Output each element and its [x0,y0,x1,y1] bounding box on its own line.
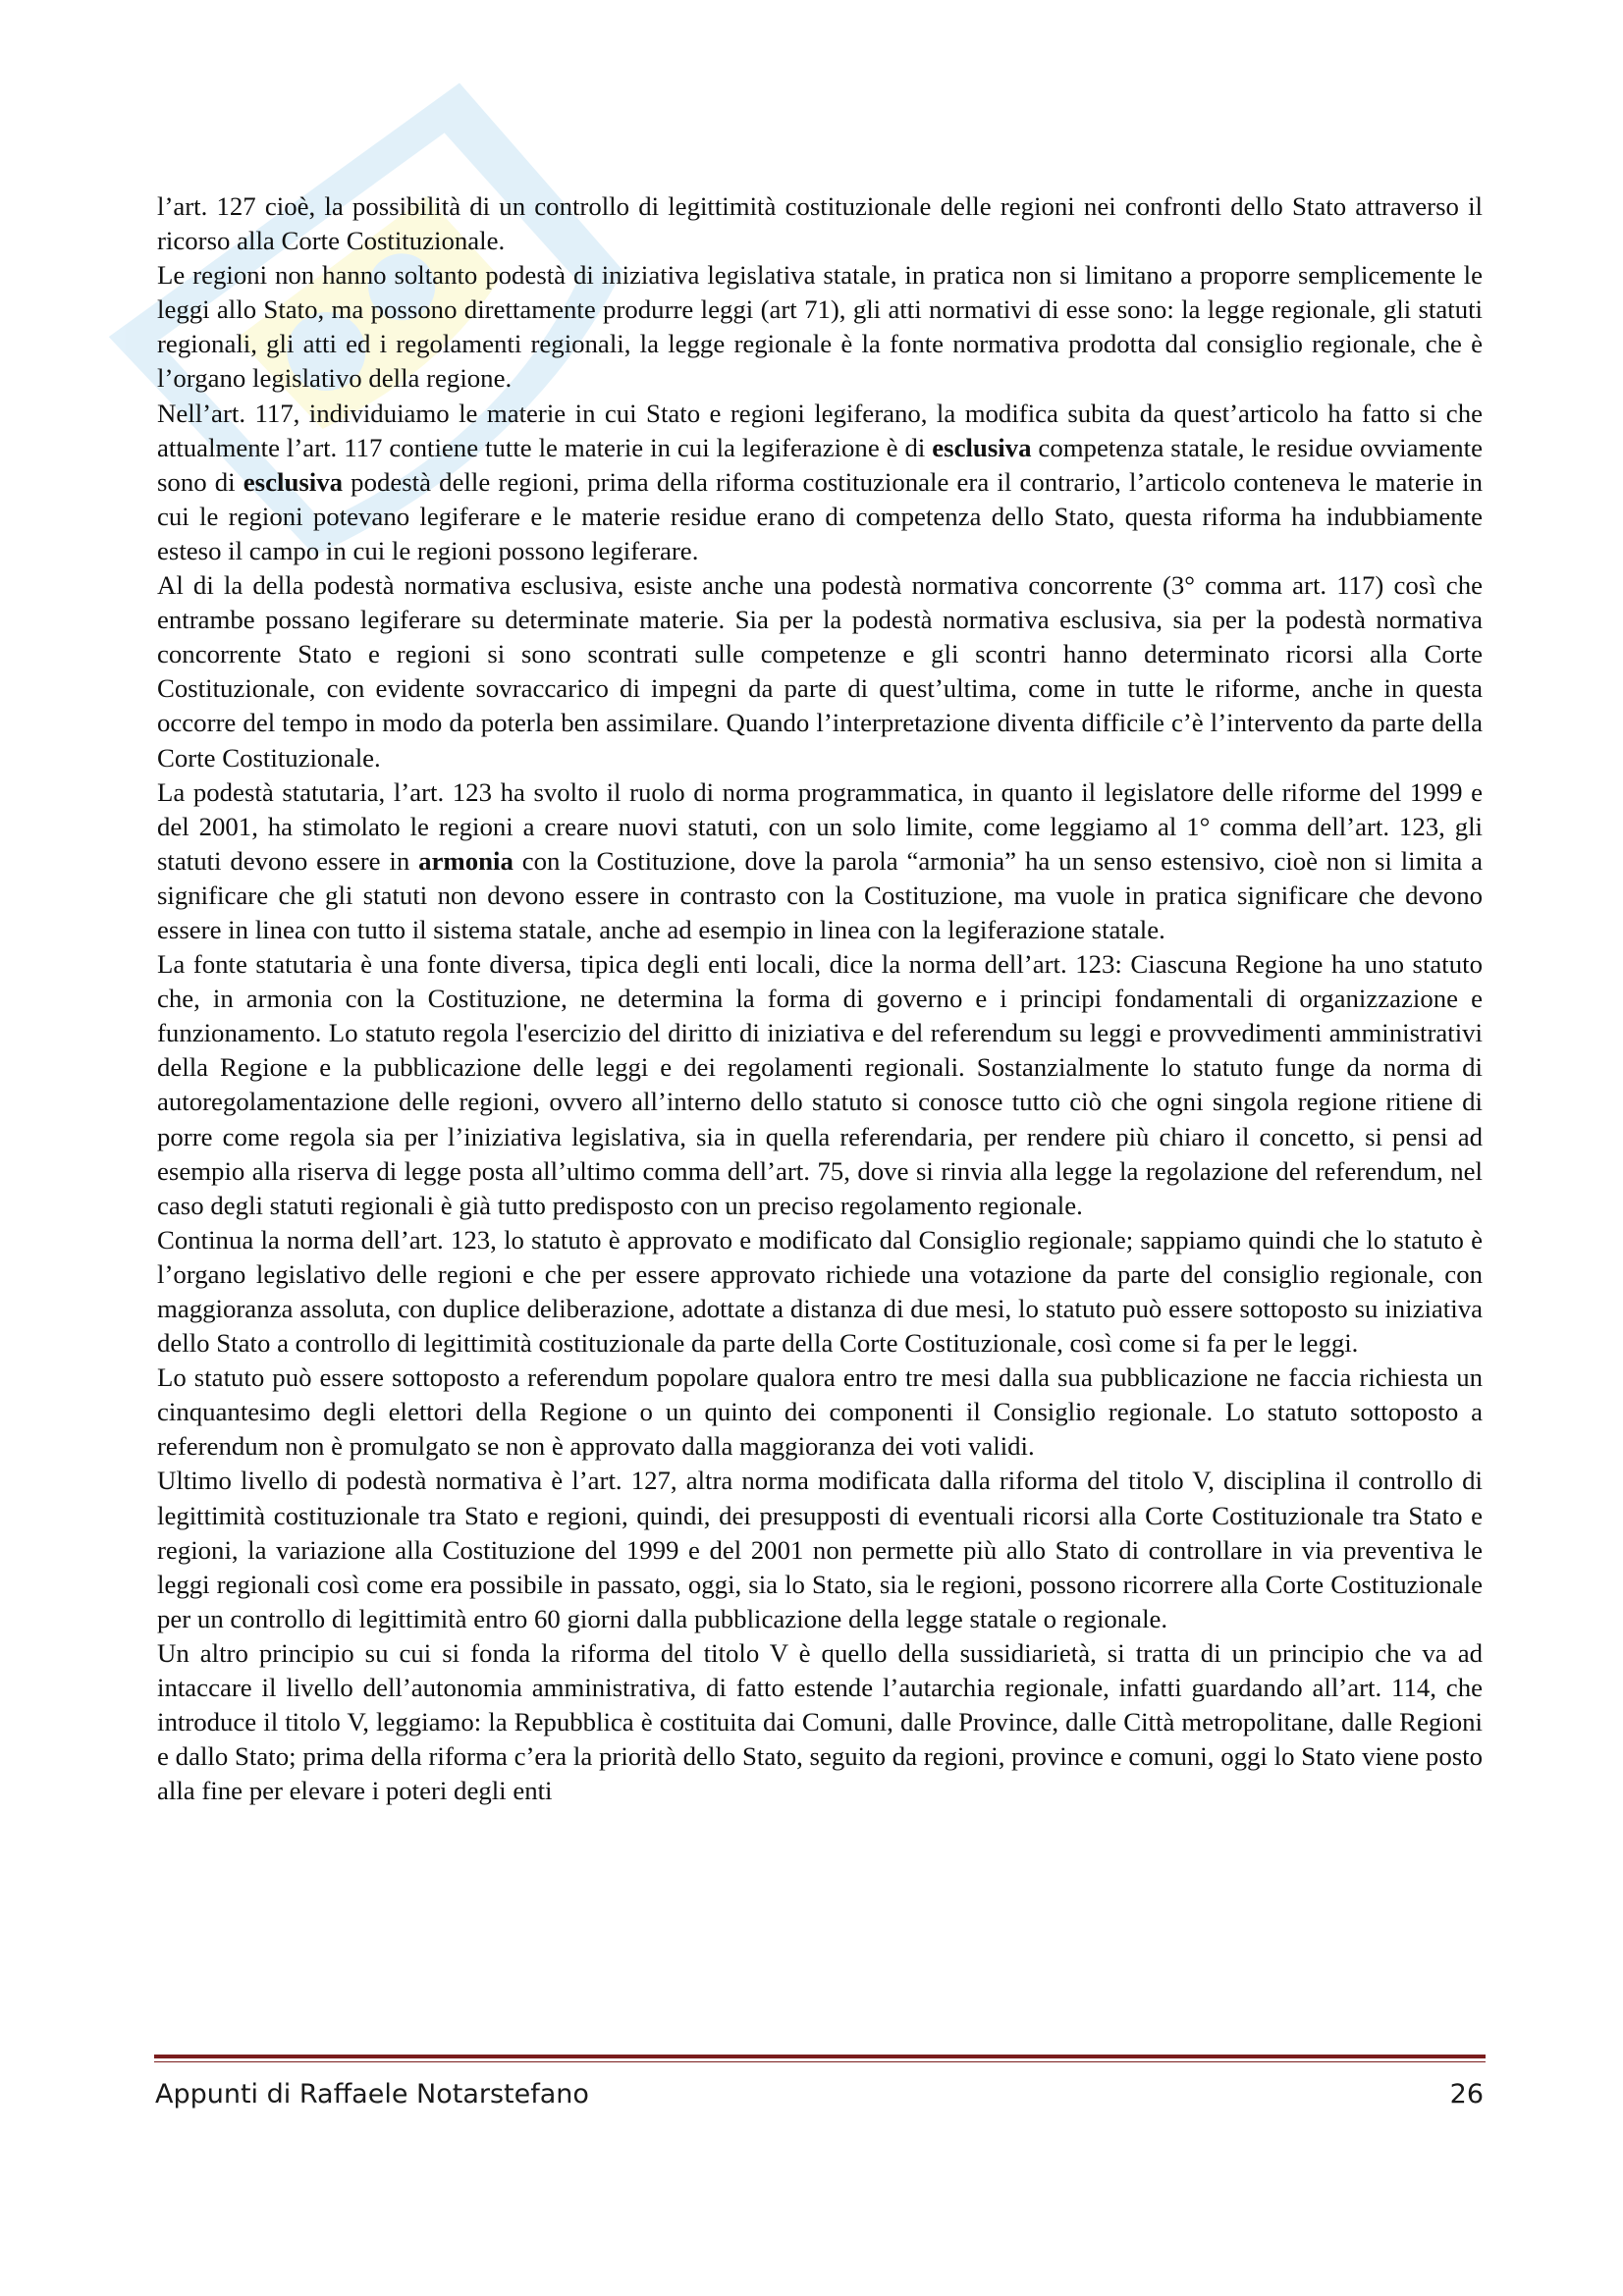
bold-term: armonia [418,845,514,876]
paragraph-text: Le regioni non hanno soltanto podestà di iniziativa legislativa statale, in pratica non si limitano a proporre semplicemente le leggi allo Stato, ma possono direttamente produrre leggi (art 71), gli atti normativi di esse sono: la legge regionale, gli statuti regionali, gli atti ed i regolamenti regionali, la legge regionale è la fonte normativa prodotta dal consiglio regionale, che è l’organo legislativo della regione. [157,260,1483,394]
paragraph-text: Lo statuto può essere sottoposto a referendum popolare qualora entro tre mesi dalla sua pubblicazione ne faccia richiesta un cinquantesimo degli elettori della Regione o un quinto dei componenti il Consiglio regionale. Lo statuto sottoposto a referendum non è promulgato se non è approvato dalla maggioranza dei voti validi. [157,1362,1483,1462]
document-body [157,189,1483,1808]
paragraph-text: La fonte statutaria è una fonte diversa, tipica degli enti locali, dice la norma dell’art. 123: Ciascuna Regione ha uno statuto che, in armonia con la Costituzione, ne determina la forma di governo e i principi fondamentali di organizzazione e funzionamento. Lo statuto regola l'esercizio del diritto di iniziativa e del referendum su leggi e provvedimenti amministrativi della Regione e la pubblicazione delle leggi e dei regolamenti regionali. Sostanzialmente lo statuto funge da norma di autoregolamentazione delle regioni, ovvero all’interno dello statuto si conosce tutto ciò che ogni singola regione ritiene di porre come regola sia per l’iniziativa legislativa, sia in quella referendaria, per rendere più chiaro il concetto, si pensi ad esempio alla riserva di legge posta all’ultimo comma dell’art. 75, dove si rinvia alla legge la regolazione del referendum, nel caso degli statuti regionali è già tutto predisposto con un preciso regolamento regionale. [157,949,1483,1220]
paragraph-text: Continua la norma dell’art. 123, lo statuto è approvato e modificato dal Consiglio regionale; sappiamo quindi che lo statuto è l’organo legislativo delle regioni e che per essere approvato richiede una votazione da parte del consiglio regionale, con maggioranza assoluta, con duplice deliberazione, adottate a distanza di due mesi, lo statuto può essere sottoposto su iniziativa dello Stato a controllo di legittimità costituzionale da parte della Corte Costituzionale, così come si fa per le leggi. [157,1224,1483,1359]
paragraph [157,1223,1483,1361]
paragraph-text: Ultimo livello di podestà normativa è l’art. 127, altra norma modificata dalla riforma del titolo V, disciplina il controllo di legittimità costituzionale tra Stato e regioni, quindi, dei presupposti di eventuali ricorsi alla Corte Costituzionale tra Stato e regioni, la variazione alla Costituzione del 1999 e del 2001 non permette più allo Stato di controllare in via preventiva le leggi regionali così come era possibile in passato, oggi, sia lo Stato, sia le regioni, possono ricorrere alla Corte Costituzionale per un controllo di legittimità entro 60 giorni dalla pubblicazione della legge statale o regionale. [157,1466,1483,1633]
footer-divider [154,2055,1486,2058]
paragraph [157,568,1483,775]
paragraph-text: Al di la della podestà normativa esclusiva, esiste anche una podestà normativa concorrente (3° comma art. 117) così che entrambe possano legiferare su determinate materie. Sia per la podestà normativa esclusiva, sia per la podestà normativa concorrente Stato e regioni si sono scontrati sulle competenze e gli scontri hanno determinato ricorsi alla Corte Costituzionale, con evidente sovraccarico di impegni da parte di quest’ultima, come in tutte le riforme, anche in questa occorre del tempo in modo da poterla ben assimilare. Quando l’interpretazione diventa difficile c’è l’intervento da parte della Corte Costituzionale. [157,570,1483,773]
paragraph-text: con la Costituzione, dove la parola “armonia” ha un senso estensivo, cioè non si limita a significare che gli statuti non devono essere in contrasto con la Costituzione, ma vuole in pratica significare che devono essere in linea con tutto il sistema statale, anche ad esempio in linea con la legiferazione statale. [157,845,1483,944]
bold-term: esclusiva [243,466,344,497]
paragraph [157,1636,1483,1808]
paragraph-text: competenza statale, le residue ovviamente sono di [157,432,1483,497]
paragraph [157,189,1483,258]
page-number: 26 [1449,2079,1484,2109]
footer-author: Appunti di Raffaele Notarstefano [155,2079,589,2109]
paragraph [157,258,1483,396]
paragraph [157,947,1483,1223]
paragraph [157,775,1483,947]
paragraph-text: l’art. 127 cioè, la possibilità di un controllo di legittimità costituzionale delle regioni nei confronti dello Stato attraverso il ricorso alla Corte Costituzionale. [157,191,1483,256]
footer-divider-thin [154,2061,1486,2062]
paragraph-text: podestà delle regioni, prima della riforma costituzionale era il contrario, l’articolo conteneva le materie in cui le regioni potevano legiferare e le materie residue erano di competenza dello Stato, questa riforma ha indubbiamente esteso il campo in cui le regioni possono legiferare. [157,466,1483,565]
paragraph-text: Nell’art. 117, individuiamo le materie in cui Stato e regioni legiferano, la modifica subita da quest’articolo ha fatto si che attualmente l’art. 117 contiene tutte le materie in cui la legiferazione è di [157,398,1483,462]
paragraph-text: La podestà statutaria, l’art. 123 ha svolto il ruolo di norma programmatica, in quanto il legislatore delle riforme del 1999 e del 2001, ha stimolato le regioni a creare nuovi statuti, con un solo limite, come leggiamo al 1° comma dell’art. 123, gli statuti devono essere in [157,776,1483,876]
paragraph [157,397,1483,568]
bold-term: esclusiva [932,432,1032,462]
paragraph [157,1464,1483,1635]
paragraph [157,1361,1483,1464]
paragraph-text: Un altro principio su cui si fonda la riforma del titolo V è quello della sussidiarietà, si tratta di un principio che va ad intaccare il livello dell’autonomia amministrativa, di fatto estende l’autarchia regionale, infatti guardando all’art. 114, che introduce il titolo V, leggiamo: la Repubblica è costituita dai Comuni, dalle Province, dalle Città metropolitane, dalle Regioni e dallo Stato; prima della riforma c’era la priorità dello Stato, seguito da regioni, province e comuni, oggi lo Stato viene posto alla fine per elevare i poteri degli enti [157,1637,1483,1806]
